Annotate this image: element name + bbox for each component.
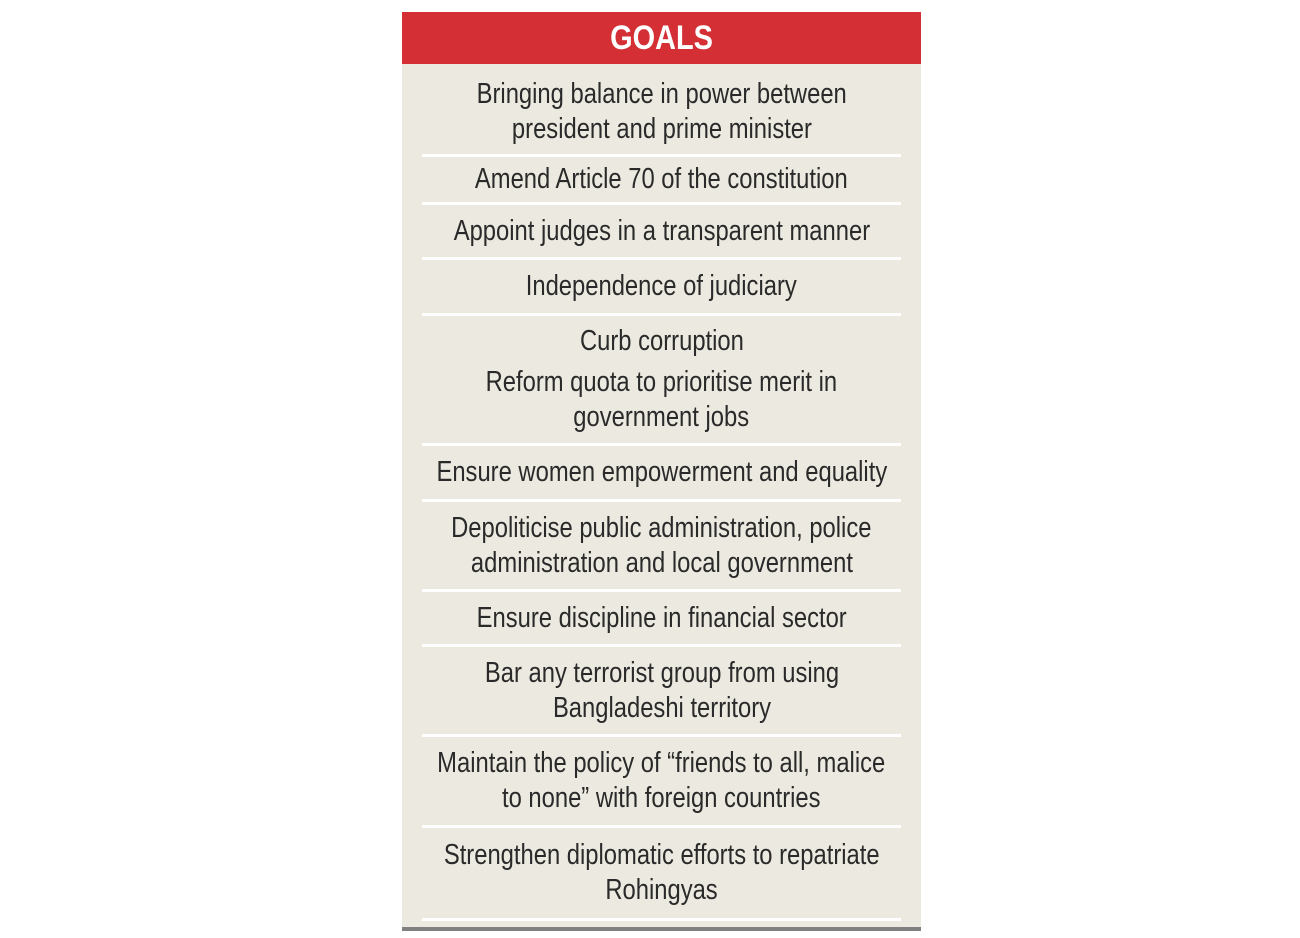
goal-line: Bringing balance in power between xyxy=(476,78,847,110)
goal-line: Maintain the policy of “friends to all, malice xyxy=(437,747,886,779)
goal-line: Strengthen diplomatic efforts to repatriate xyxy=(443,839,880,871)
goals-panel xyxy=(402,12,921,931)
goal-item xyxy=(422,446,901,499)
goal-item xyxy=(422,828,901,918)
goals-header xyxy=(402,12,921,64)
goal-line: administration and local government xyxy=(470,546,853,579)
goal-item xyxy=(422,260,901,313)
goal-item xyxy=(422,316,901,443)
goal-item xyxy=(422,205,901,257)
goals-title: GOALS xyxy=(441,12,882,64)
goal-line: Amend Article 70 of the constitution xyxy=(475,163,848,195)
goal-line: Independence of judiciary xyxy=(525,270,798,302)
goal-line: government jobs xyxy=(573,401,750,433)
goal-line: Bar any terrorist group from using xyxy=(484,656,839,689)
goal-line: to none” with foreign countries xyxy=(502,782,821,814)
goal-item xyxy=(422,737,901,825)
goal-line: Bangladeshi territory xyxy=(552,691,771,724)
goal-item xyxy=(422,592,901,644)
goal-line: president and prime minister xyxy=(511,113,812,145)
goal-line: Curb corruption xyxy=(579,325,744,357)
goal-line: Ensure women empowerment and equality xyxy=(436,456,887,488)
goal-item xyxy=(422,157,901,202)
goal-line: Appoint judges in a transparent manner xyxy=(453,214,870,247)
goal-divider xyxy=(422,918,901,921)
goal-line: Ensure discipline in financial sector xyxy=(476,601,847,634)
goal-item xyxy=(422,647,901,734)
goal-line: Reform quota to prioritise merit in xyxy=(485,366,838,398)
goal-line: Rohingyas xyxy=(605,874,718,906)
goal-line: Depoliticise public administration, police xyxy=(451,511,872,544)
goal-item xyxy=(422,502,901,589)
goal-item xyxy=(422,70,901,154)
